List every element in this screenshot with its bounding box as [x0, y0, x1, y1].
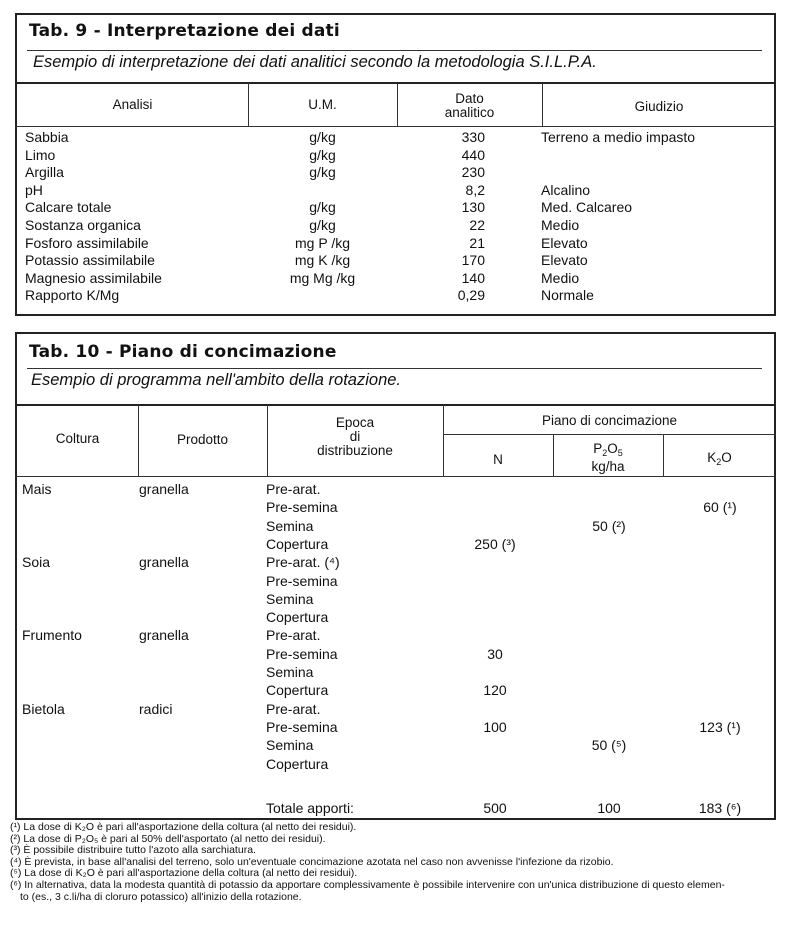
tab10-cell-epoca: Copertura	[266, 609, 329, 626]
tab9-cell-giudizio: Med. Calcareo	[541, 199, 633, 216]
tab9-cell-analisi: Calcare totale	[25, 199, 112, 216]
tab9-cell-giudizio: Normale	[541, 287, 594, 304]
tab10-cell-prodotto: granella	[139, 481, 189, 497]
k-o-letter: O	[721, 450, 732, 465]
tab10-cell-k: 60 (¹)	[703, 499, 737, 516]
tab10-cell-coltura: Mais	[22, 481, 52, 497]
tab9-cell-analisi: Magnesio assimilabile	[25, 269, 162, 286]
tab10-subtitle: Esempio di programma nell'ambito della rotazione.	[31, 371, 402, 389]
tab10-header-unit: kg/ha	[591, 459, 625, 474]
tab9-cell-giudizio: Elevato	[541, 234, 588, 251]
footnote-line: (¹) La dose di K₂O è pari all'asportazione della coltura (al netto dei residui).	[10, 821, 357, 833]
footnote-line: (⁵) La dose di K₂O è pari all'asportazione della coltura (al netto dei residui).	[10, 867, 358, 880]
k-letter: K	[707, 450, 717, 465]
tab10-cell-n: 120	[483, 682, 507, 699]
tab9-cell-um: g/kg	[309, 146, 336, 163]
tab9-cell-um: g/kg	[309, 199, 336, 216]
tab9-header-bottom-rule	[15, 126, 776, 127]
tab9-cell-dato: 170	[461, 252, 485, 269]
o-letter: O	[607, 441, 618, 456]
tab9-cell-dato: 140	[461, 269, 485, 286]
tab10-cell-k: 123 (¹)	[699, 718, 741, 735]
tab9-cell-dato: 0,29	[457, 287, 485, 304]
tab10-title-rule	[27, 368, 762, 369]
tab10-header-prodotto: Prodotto	[176, 432, 229, 447]
tab10-cell-coltura: Frumento	[22, 627, 82, 644]
p-subscript: 2	[602, 448, 608, 458]
tab10-cell-epoca: Pre-semina	[266, 499, 338, 516]
tab9-cell-dato: 21	[469, 234, 485, 251]
tab9-cell-um: g/kg	[309, 129, 336, 145]
tab10-header-k2o	[663, 451, 776, 469]
tab10-cell-epoca: Semina	[266, 664, 314, 680]
tab10-total-n: 500	[483, 800, 507, 816]
tab9-cell-dato: 440	[461, 146, 485, 163]
tab10-piano-rule	[443, 434, 776, 435]
tab9-cell-um: g/kg	[309, 217, 336, 233]
tab9-cell-giudizio: Medio	[541, 217, 580, 233]
tab9-cell-analisi: Potassio assimilabile	[25, 252, 155, 269]
tab9-cell-giudizio: Alcalino	[541, 181, 591, 198]
tab10-header-n: N	[493, 452, 503, 467]
tab10-total-label: Totale apporti:	[266, 800, 354, 816]
tab9-cell-analisi: Rapporto K/Mg	[25, 287, 120, 304]
tab10-cell-p: 50 (⁵)	[591, 737, 627, 754]
tab9-cell-dato: 22	[469, 217, 485, 233]
tab9-cell-analisi: Limo	[25, 146, 56, 163]
tab10-panel	[15, 332, 776, 820]
tab10-cell-n: 100	[483, 718, 507, 735]
tab9-header-dato-line2: analitico	[444, 105, 495, 120]
tab10-header-epoca-line1: Epoca	[335, 415, 375, 430]
tab10-cell-epoca: Pre-arat.	[266, 481, 321, 497]
footnotes	[10, 822, 786, 903]
tab10-header-p2o5-formula	[553, 442, 663, 460]
tab9-cell-um: mg K /kg	[294, 252, 351, 269]
o-subscript: 5	[617, 448, 623, 458]
tab9-cell-um: mg Mg /kg	[289, 269, 356, 286]
tab9-cell-giudizio: Terreno a medio impasto	[541, 129, 696, 145]
footnote-line: (²) La dose di P₂O₅ è pari al 50% dell'asportato (al netto dei residui).	[10, 832, 326, 845]
tab10-header-epoca-line3: distribuzione	[317, 443, 393, 458]
tab9-title-rule	[27, 50, 762, 51]
tab10-cell-n: 250 (³)	[474, 535, 516, 552]
tab9-header-dato-line1: Dato	[455, 91, 484, 106]
tab10-total-p: 100	[597, 800, 621, 816]
tab10-cell-p: 50 (²)	[592, 517, 626, 534]
tab10-header-top-rule	[15, 404, 776, 406]
tab10-header-epoca	[267, 416, 443, 458]
tab10-title-number: Tab. 10	[29, 342, 100, 362]
tab10-header-bottom-rule	[15, 476, 776, 477]
tab9-header-top-rule	[15, 82, 776, 84]
tab10-cell-epoca: Pre-semina	[266, 572, 338, 589]
tab10-cell-epoca: Pre-semina	[266, 645, 338, 662]
tab10-cell-epoca: Semina	[266, 737, 314, 754]
tab9-title-number: Tab. 9	[29, 21, 88, 41]
tab10-cell-prodotto: granella	[139, 554, 189, 571]
tab10-cell-epoca: Semina	[266, 590, 314, 607]
tab9-cell-giudizio: Elevato	[541, 252, 588, 269]
tab9-title-dash: -	[93, 21, 101, 41]
tab9-cell-giudizio: Medio	[541, 269, 580, 286]
tab9-cell-analisi: Sostanza organica	[25, 217, 141, 233]
tab9-header-giudizio: Giudizio	[634, 99, 684, 114]
footnote-line: (⁶) In alternativa, data la modesta quantità di potassio da apportare complessivamente è possibile intervenire con un'unica distribuzione di questo elemen-	[10, 878, 725, 891]
tab10-header-epoca-line2: di	[349, 429, 361, 444]
tab9-subtitle: Esempio di interpretazione dei dati analitici secondo la metodologia S.I.L.P.A.	[33, 53, 597, 71]
tab10-cell-coltura: Soia	[22, 554, 51, 571]
tab10-header-p2o5	[553, 442, 663, 474]
tab10-cell-epoca: Copertura	[266, 682, 329, 699]
tab10-header-coltura: Coltura	[55, 431, 100, 446]
tab10-cell-epoca: Copertura	[266, 755, 329, 772]
tab9-header-analisi: Analisi	[112, 97, 153, 112]
tab10-cell-epoca: Pre-semina	[266, 718, 338, 735]
tab10-cell-epoca: Pre-arat. (⁴)	[266, 554, 340, 571]
tab9-cell-dato: 230	[461, 164, 485, 181]
tab10-title-text: Piano di concimazione	[119, 342, 337, 362]
tab10-title	[29, 342, 337, 362]
tab10-cell-epoca: Semina	[266, 517, 314, 534]
tab10-title-dash: -	[105, 342, 113, 362]
tab9-panel	[15, 13, 776, 316]
tab10-cell-coltura: Bietola	[22, 700, 65, 717]
tab9-cell-um: mg P /kg	[295, 234, 350, 251]
tab9-cell-dato: 8,2	[465, 181, 485, 198]
tab9-header-dato	[397, 92, 542, 120]
footnote-line: to (es., 3 c.li/ha di cloruro potassico) all'inizio della rotazione.	[20, 890, 302, 903]
k-subscript: 2	[716, 457, 722, 467]
tab10-total-k: 183 (⁶)	[698, 800, 742, 816]
tab9-title	[29, 21, 340, 41]
tab10-cell-epoca: Pre-arat.	[266, 627, 321, 644]
tab9-cell-analisi: Argilla	[25, 164, 64, 181]
tab10-header-piano: Piano di concimazione	[541, 413, 678, 428]
tab10-cell-n: 30	[487, 645, 503, 662]
footnote-line: (³) È possibile distribuire tutto l'azoto alla sarchiatura.	[10, 844, 256, 857]
tab9-cell-dato: 330	[461, 129, 485, 145]
tab10-cell-epoca: Pre-arat.	[266, 700, 321, 717]
tab9-cell-analisi: Fosforo assimilabile	[25, 234, 149, 251]
tab9-title-text: Interpretazione dei dati	[106, 21, 340, 41]
tab9-cell-dato: 130	[461, 199, 485, 216]
tab9-cell-analisi: Sabbia	[25, 129, 69, 145]
tab9-cell-analisi: pH	[25, 181, 43, 198]
tab9-header-um: U.M.	[308, 97, 337, 112]
tab9-cell-um: g/kg	[309, 164, 336, 181]
footnote-line: (⁴) È prevista, in base all'analisi del terreno, solo un'eventuale concimazione azotata nel caso non avvenisse l'infezione da rizobio.	[10, 855, 614, 868]
tab10-cell-prodotto: granella	[139, 627, 189, 644]
tab10-cell-epoca: Copertura	[266, 535, 329, 552]
p-letter: P	[593, 441, 603, 456]
tab10-cell-prodotto: radici	[139, 700, 173, 717]
